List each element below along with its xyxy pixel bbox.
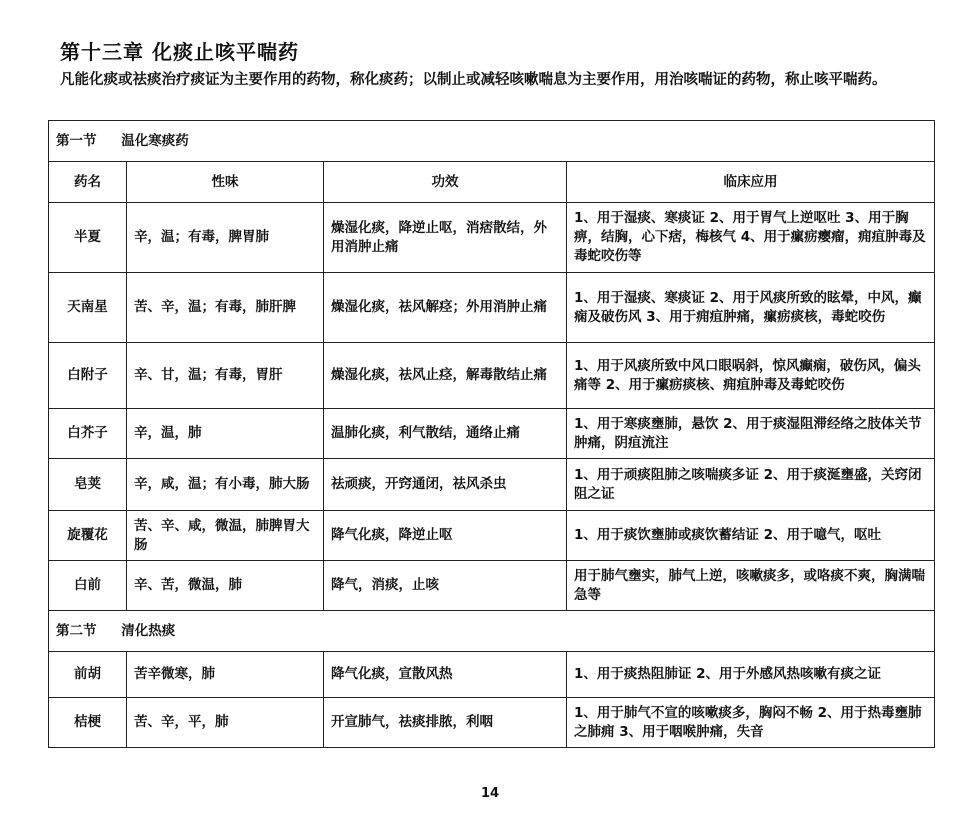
section-header-2 — [49, 611, 935, 652]
drug-effect: 降气，消痰，止咳 — [324, 561, 567, 611]
drug-nature: 苦、辛，温；有毒，肺肝脾 — [127, 273, 324, 343]
table-header-row — [49, 162, 935, 203]
drug-effect: 降气化痰，降逆止呕 — [324, 511, 567, 561]
drug-usage: 1、用于肺气不宣的咳嗽痰多，胸闷不畅 2、用于热毒壅肺之肺痈 3、用于咽喉肿痛，失音 — [567, 698, 935, 748]
drug-nature: 苦辛微寒，肺 — [127, 652, 324, 698]
drug-usage: 1、用于寒痰壅肺，悬饮 2、用于痰湿阻滞经络之肢体关节肿痛，阴疽流注 — [567, 409, 935, 459]
drug-name: 皂荚 — [49, 459, 127, 511]
drug-effect: 燥湿化痰，祛风解痉；外用消肿止痛 — [324, 273, 567, 343]
drug-name: 白前 — [49, 561, 127, 611]
section-name: 温化寒痰药 — [121, 132, 189, 149]
section-label: 第一节 — [56, 132, 97, 149]
drug-name: 天南星 — [49, 273, 127, 343]
drug-name: 白芥子 — [49, 409, 127, 459]
drug-nature: 辛、苦，微温，肺 — [127, 561, 324, 611]
herb-table — [48, 120, 935, 748]
drug-effect: 温肺化痰，利气散结，通络止痛 — [324, 409, 567, 459]
drug-nature: 苦、辛、咸，微温，肺脾胃大肠 — [127, 511, 324, 561]
drug-name: 旋覆花 — [49, 511, 127, 561]
drug-usage: 用于肺气壅实，肺气上逆，咳嗽痰多，或咯痰不爽，胸满喘急等 — [567, 561, 935, 611]
table-row — [49, 343, 935, 409]
table-row — [49, 698, 935, 748]
header-nature: 性味 — [127, 162, 324, 203]
drug-effect: 燥湿化痰，降逆止呕，消痞散结，外用消肿止痛 — [324, 203, 567, 273]
drug-nature: 辛，咸，温；有小毒，肺大肠 — [127, 459, 324, 511]
table-row — [49, 511, 935, 561]
table-row — [49, 273, 935, 343]
drug-usage: 1、用于湿痰、寒痰证 2、用于胃气上逆呕吐 3、用于胸痹，结胸，心下痞，梅核气 4、用于瘰疬瘿瘤，痈疽肿毒及毒蛇咬伤等 — [567, 203, 935, 273]
table-row — [49, 459, 935, 511]
header-effect: 功效 — [324, 162, 567, 203]
drug-name: 桔梗 — [49, 698, 127, 748]
drug-name: 前胡 — [49, 652, 127, 698]
page-number: 14 — [480, 786, 500, 801]
table-row — [49, 203, 935, 273]
table-row — [49, 409, 935, 459]
drug-nature: 辛，温；有毒，脾胃肺 — [127, 203, 324, 273]
drug-effect: 祛顽痰，开窍通闭，祛风杀虫 — [324, 459, 567, 511]
drug-nature: 苦、辛，平，肺 — [127, 698, 324, 748]
section-label: 第二节 — [56, 622, 97, 639]
header-usage: 临床应用 — [567, 162, 935, 203]
drug-effect: 燥湿化痰，祛风止痉，解毒散结止痛 — [324, 343, 567, 409]
table-row — [49, 652, 935, 698]
drug-nature: 辛，温，肺 — [127, 409, 324, 459]
header-drug-name: 药名 — [49, 162, 127, 203]
drug-effect: 开宣肺气，祛痰排脓，利咽 — [324, 698, 567, 748]
drug-usage: 1、用于湿痰、寒痰证 2、用于风痰所致的眩晕，中风，癫痫及破伤风 3、用于痈疽肿痛，瘰疬痰核，毒蛇咬伤 — [567, 273, 935, 343]
section-header-1 — [49, 121, 935, 162]
drug-name: 白附子 — [49, 343, 127, 409]
drug-usage: 1、用于风痰所致中风口眼㖞斜，惊风癫痫，破伤风，偏头痛等 2、用于瘰疬痰核、痈疽肿毒及毒蛇咬伤 — [567, 343, 935, 409]
section-name: 清化热痰 — [121, 622, 176, 639]
chapter-title: 第十三章 化痰止咳平喘药 — [60, 40, 299, 64]
drug-name: 半夏 — [49, 203, 127, 273]
drug-usage: 1、用于痰饮壅肺或痰饮蓄结证 2、用于噫气，呕吐 — [567, 511, 935, 561]
drug-usage: 1、用于痰热阻肺证 2、用于外感风热咳嗽有痰之证 — [567, 652, 935, 698]
chapter-intro: 凡能化痰或祛痰治疗痰证为主要作用的药物，称化痰药；以制止或减轻咳嗽喘息为主要作用，用治咳喘证的药物，称止咳平喘药。 — [60, 72, 887, 88]
drug-effect: 降气化痰，宣散风热 — [324, 652, 567, 698]
drug-nature: 辛、甘，温；有毒，胃肝 — [127, 343, 324, 409]
table-row — [49, 561, 935, 611]
drug-usage: 1、用于顽痰阻肺之咳喘痰多证 2、用于痰涎壅盛，关窍闭阻之证 — [567, 459, 935, 511]
